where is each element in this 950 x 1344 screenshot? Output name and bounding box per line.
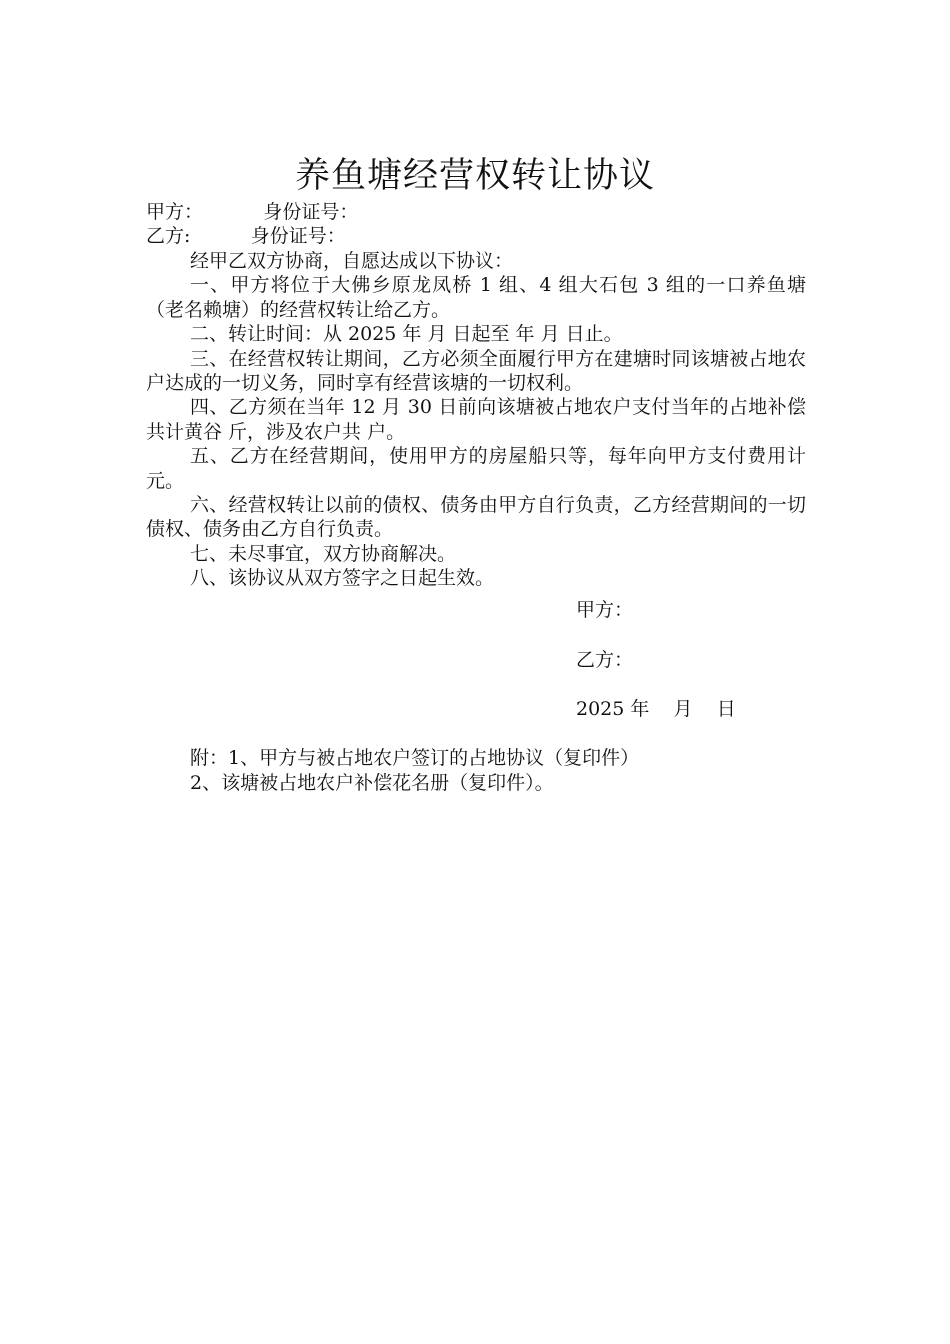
signature-party-a: 甲方： bbox=[576, 599, 634, 621]
clause-1: 一、甲方将位于大佛乡原龙凤桥 1 组、4 组大石包 3 组的一口养鱼塘（老名赖塘）的经营权转让给乙方。 bbox=[146, 274, 806, 321]
party-b-id-line: 乙方: 身份证号： bbox=[146, 225, 346, 247]
clause-4: 四、乙方须在当年 12 月 30 日前向该塘被占地农户支付当年的占地补偿共计黄谷 斤，涉及农户共 户。 bbox=[146, 396, 806, 443]
clause-7: 七、未尽事宜，双方协商解决。 bbox=[190, 542, 457, 565]
clause-8: 八、该协议从双方签字之日起生效。 bbox=[190, 567, 495, 590]
signature-date: 2025 年 月 日 bbox=[576, 698, 736, 720]
clause-5: 五、乙方在经营期间，使用甲方的房屋船只等，每年向甲方支付费用计 元。 bbox=[146, 445, 806, 492]
party-a-id-line: 甲方： 身份证号： bbox=[146, 201, 359, 223]
agreement-body bbox=[146, 249, 806, 591]
clause-3: 三、在经营权转让期间，乙方必须全面履行甲方在建塘时同该塘被占地农户达成的一切义务，同时享有经营该塘的一切权利。 bbox=[146, 347, 806, 395]
attachment-2: 2、该塘被占地农户补偿花名册（复印件）。 bbox=[190, 772, 554, 794]
clause-2: 二、转让时间：从 2025 年 月 日起至 年 月 日止。 bbox=[190, 323, 623, 346]
signature-party-b: 乙方： bbox=[576, 649, 634, 671]
attachment-1: 附：1、甲方与被占地农户签订的占地协议（复印件） bbox=[190, 747, 640, 769]
clause-6: 六、经营权转让以前的债权、债务由甲方自行负责，乙方经营期间的一切债权、债务由乙方自行负责。 bbox=[146, 494, 806, 541]
intro-paragraph: 经甲乙双方协商，自愿达成以下协议： bbox=[190, 250, 514, 272]
document-title: 养鱼塘经营权转让协议 bbox=[294, 156, 655, 196]
